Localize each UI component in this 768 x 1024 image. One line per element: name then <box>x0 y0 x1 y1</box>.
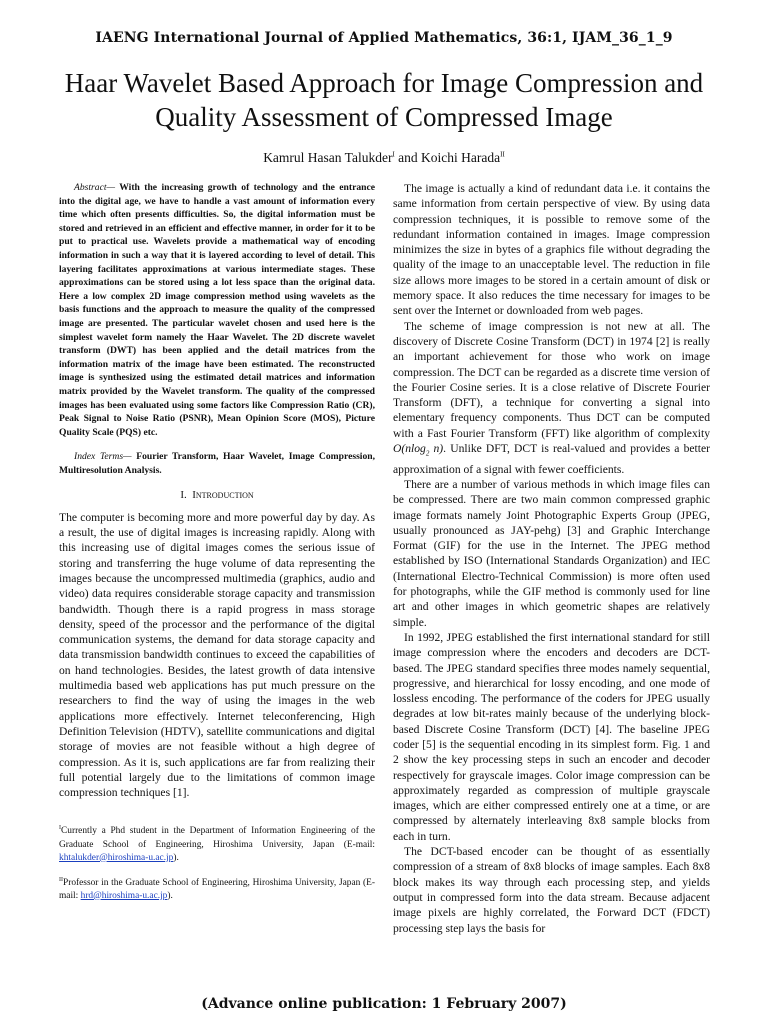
author-name: Kamrul Hasan Talukder <box>263 150 393 165</box>
body-paragraph: In 1992, JPEG established the first international standard for still image compression where the encoders and decoders are DCT-based. The JPEG standard specifies three modes namely sequential, progressive, and hierarchical for lossy encoding, and one mode of lossless encoding. The performance of the coders for JPEG usually degrades at low bit-rates mainly because of the underlying block-based Discrete Cosine Transform (DCT) [4]. The baseline JPEG coder [5] is the sequential encoding in its simplest form. Fig. 1 and 2 show the key processing steps in such an encoder and decoder respectively for grayscale images. Color image compression can be approximately regarded as compression of multiple grayscale images, which are either compressed entirely one at a time, or are compressed by alternately interleaving 8x8 sample blocks from each in turn. <box>393 630 710 843</box>
body-paragraph: The computer is becoming more and more powerful day by day. As a result, the use of digital images is increasing rapidly. Along with this increasing use of digital images comes the serious issue of storing and transferring the huge volume of data representing the images because the uncompressed multimedia (graphics, audio and video) data requires considerable storage capacity and transmission bandwidth. Though there is a rapid progress in mass storage density, speed of the processor and the performance of the digital communication systems, the demand for data storage capacity and data transmission bandwidth continues to exceed the capabilities of on hand technologies. Besides, the latest growth of data intensive multimedia based web applications has put much pressure on the researchers to find the way of using the images in the web applications more effectively. Internet teleconferencing, High Definition Television (HDTV), satellite communications and digital storage of movies are not feasible without a high degree of compression. As it is, such applications are far from realizing their full potential largely due to the limitations of common image compression techniques [1]. <box>59 510 375 800</box>
paragraph-text: The scheme of image compression is not new at all. The discovery of Discrete Cosine Transform (DCT) in 1974 [2] is really an important achievement for those who work on image compression. The DCT can be regarded as a discrete time version of the Fourier Cosine series. It is a close relative of Discrete Fourier Transform (DFT), a technique for converting a signal into elementary frequency components. Thus DCT can be computed with a Fast Fourier Transform (FFT) like algorithm of complexity <box>393 319 711 440</box>
footnote <box>59 822 375 864</box>
formula-part: O(nlog <box>393 442 426 456</box>
author-affiliation-mark: II <box>500 150 505 159</box>
footnote-end: ). <box>167 890 173 901</box>
section-number: I. <box>180 489 187 502</box>
body-paragraph: There are a number of various methods in which image files can be compressed. There are two main common compressed graphic image formats namely Joint Photographic Experts Group (JPEG, usually pronounced as JAY-pehg) [3] and Graphic Interchange Format (GIF) for the use in the Internet. The JPEG method established by ISO (International Standards Organization) and IEC (International Electro-Technical Commission) is more often used for photographs, while the GIF method is commonly used for line art and other images in which geometric shapes are relatively simple. <box>393 477 710 629</box>
abstract-text: With the increasing growth of technology and the entrance into the digital age, we have to handle a vast amount of information every time which often presents difficulties. So, the digital information must be stored and retrieved in an efficient and effective manner, in order for it to be put to practical use. Wavelets provide a mathematical way of encoding information in such a way that it is layered according to level of detail. This layering facilitates approximations at various intermediate stages. These approximations can be stored using a lot less space than the original data. Here a low complex 2D image compression method using wavelets as the basis functions and the approach to measure the quality of the compressed image are presented. The particular wavelet chosen and used here is the simplest wavelet form namely the Haar Wavelet. The 2D discrete wavelet transform (DWT) has been applied and the detail matrices from the information matrix of the image have been estimated. The reconstructed image is synthesized using the estimated detail matrices and information matrix provided by the Wavelet transform. The quality of the compressed images has been evaluated using some factors like Compression Ratio (CR), Peak Signal to Noise Ratio (PSNR), Mean Opinion Score (MOS), Picture Quality Scale (PQS) etc. <box>59 182 375 438</box>
footnote <box>59 874 375 903</box>
body-paragraph: The image is actually a kind of redundant data i.e. it contains the same information from certain perspective of view. By using data compression techniques, it is possible to remove some of the redundant information contained in images. Image compression minimizes the size in bytes of a graphics file without degrading the quality of the image to an unacceptable level. The reduction in file size allows more images to be stored in a certain amount of disk or memory space. It also reduces the time necessary for images to be sent over the Internet or downloaded from web pages. <box>393 182 710 318</box>
email-link[interactable]: khtalukder@hiroshima-u.ac.jp <box>59 852 174 863</box>
author-line <box>0 150 768 166</box>
footnote-end: ). <box>173 852 179 863</box>
index-terms <box>59 450 375 477</box>
complexity-formula <box>393 442 444 458</box>
formula-subscript: 2 <box>425 449 430 458</box>
index-terms-text: Fourier Transform, Haar Wavelet, Image Compression, Multiresolution Analysis. <box>59 451 375 476</box>
body-paragraph: The DCT-based encoder can be thought of as essentially compression of a stream of 8x8 blocks of image samples. Each 8x8 block makes its way through each processing step, and yields output in compressed form into the data stream. Because adjacent image pixels are highly correlated, the Forward DCT (FDCT) processing step lays the basis for <box>393 845 710 935</box>
footnotes <box>59 822 375 902</box>
section-title: Introduction <box>192 489 254 502</box>
running-head: IAENG International Journal of Applied Mathematics, 36:1, IJAM_36_1_9 <box>95 30 673 46</box>
email-link[interactable]: hrd@hiroshima-u.ac.jp <box>80 890 168 901</box>
author-name: Koichi Harada <box>421 150 501 165</box>
abstract-label: Abstract— <box>74 182 116 193</box>
body-paragraph <box>393 319 710 477</box>
formula-part: n) <box>429 442 444 456</box>
paper-title: Haar Wavelet Based Approach for Image Compression and Quality Assessment of Compressed Image <box>64 68 704 132</box>
section-heading <box>59 488 375 503</box>
footnote-text: Professor in the Graduate School of Engineering, Hiroshima University, Japan (E-mail: <box>59 877 375 901</box>
paragraph-text: . Unlike DFT, DCT is real-valued and provides a better approximation of a signal with fewer coefficients. <box>393 442 710 476</box>
author-affiliation-mark: I <box>392 150 395 159</box>
footnote-mark: II <box>59 876 63 883</box>
footnote-mark: I <box>59 825 61 832</box>
right-column <box>393 181 710 936</box>
author-conjunction: and <box>398 150 418 165</box>
index-terms-label: Index Terms— <box>74 451 132 463</box>
abstract <box>59 181 375 439</box>
footnote-text: Currently a Phd student in the Department of Information Engineering of the Graduate School of Engineering, Hiroshima University, Japan (E-mail: <box>59 826 375 850</box>
left-column <box>59 181 375 912</box>
publication-note: (Advance online publication: 1 February 2007) <box>201 996 567 1012</box>
